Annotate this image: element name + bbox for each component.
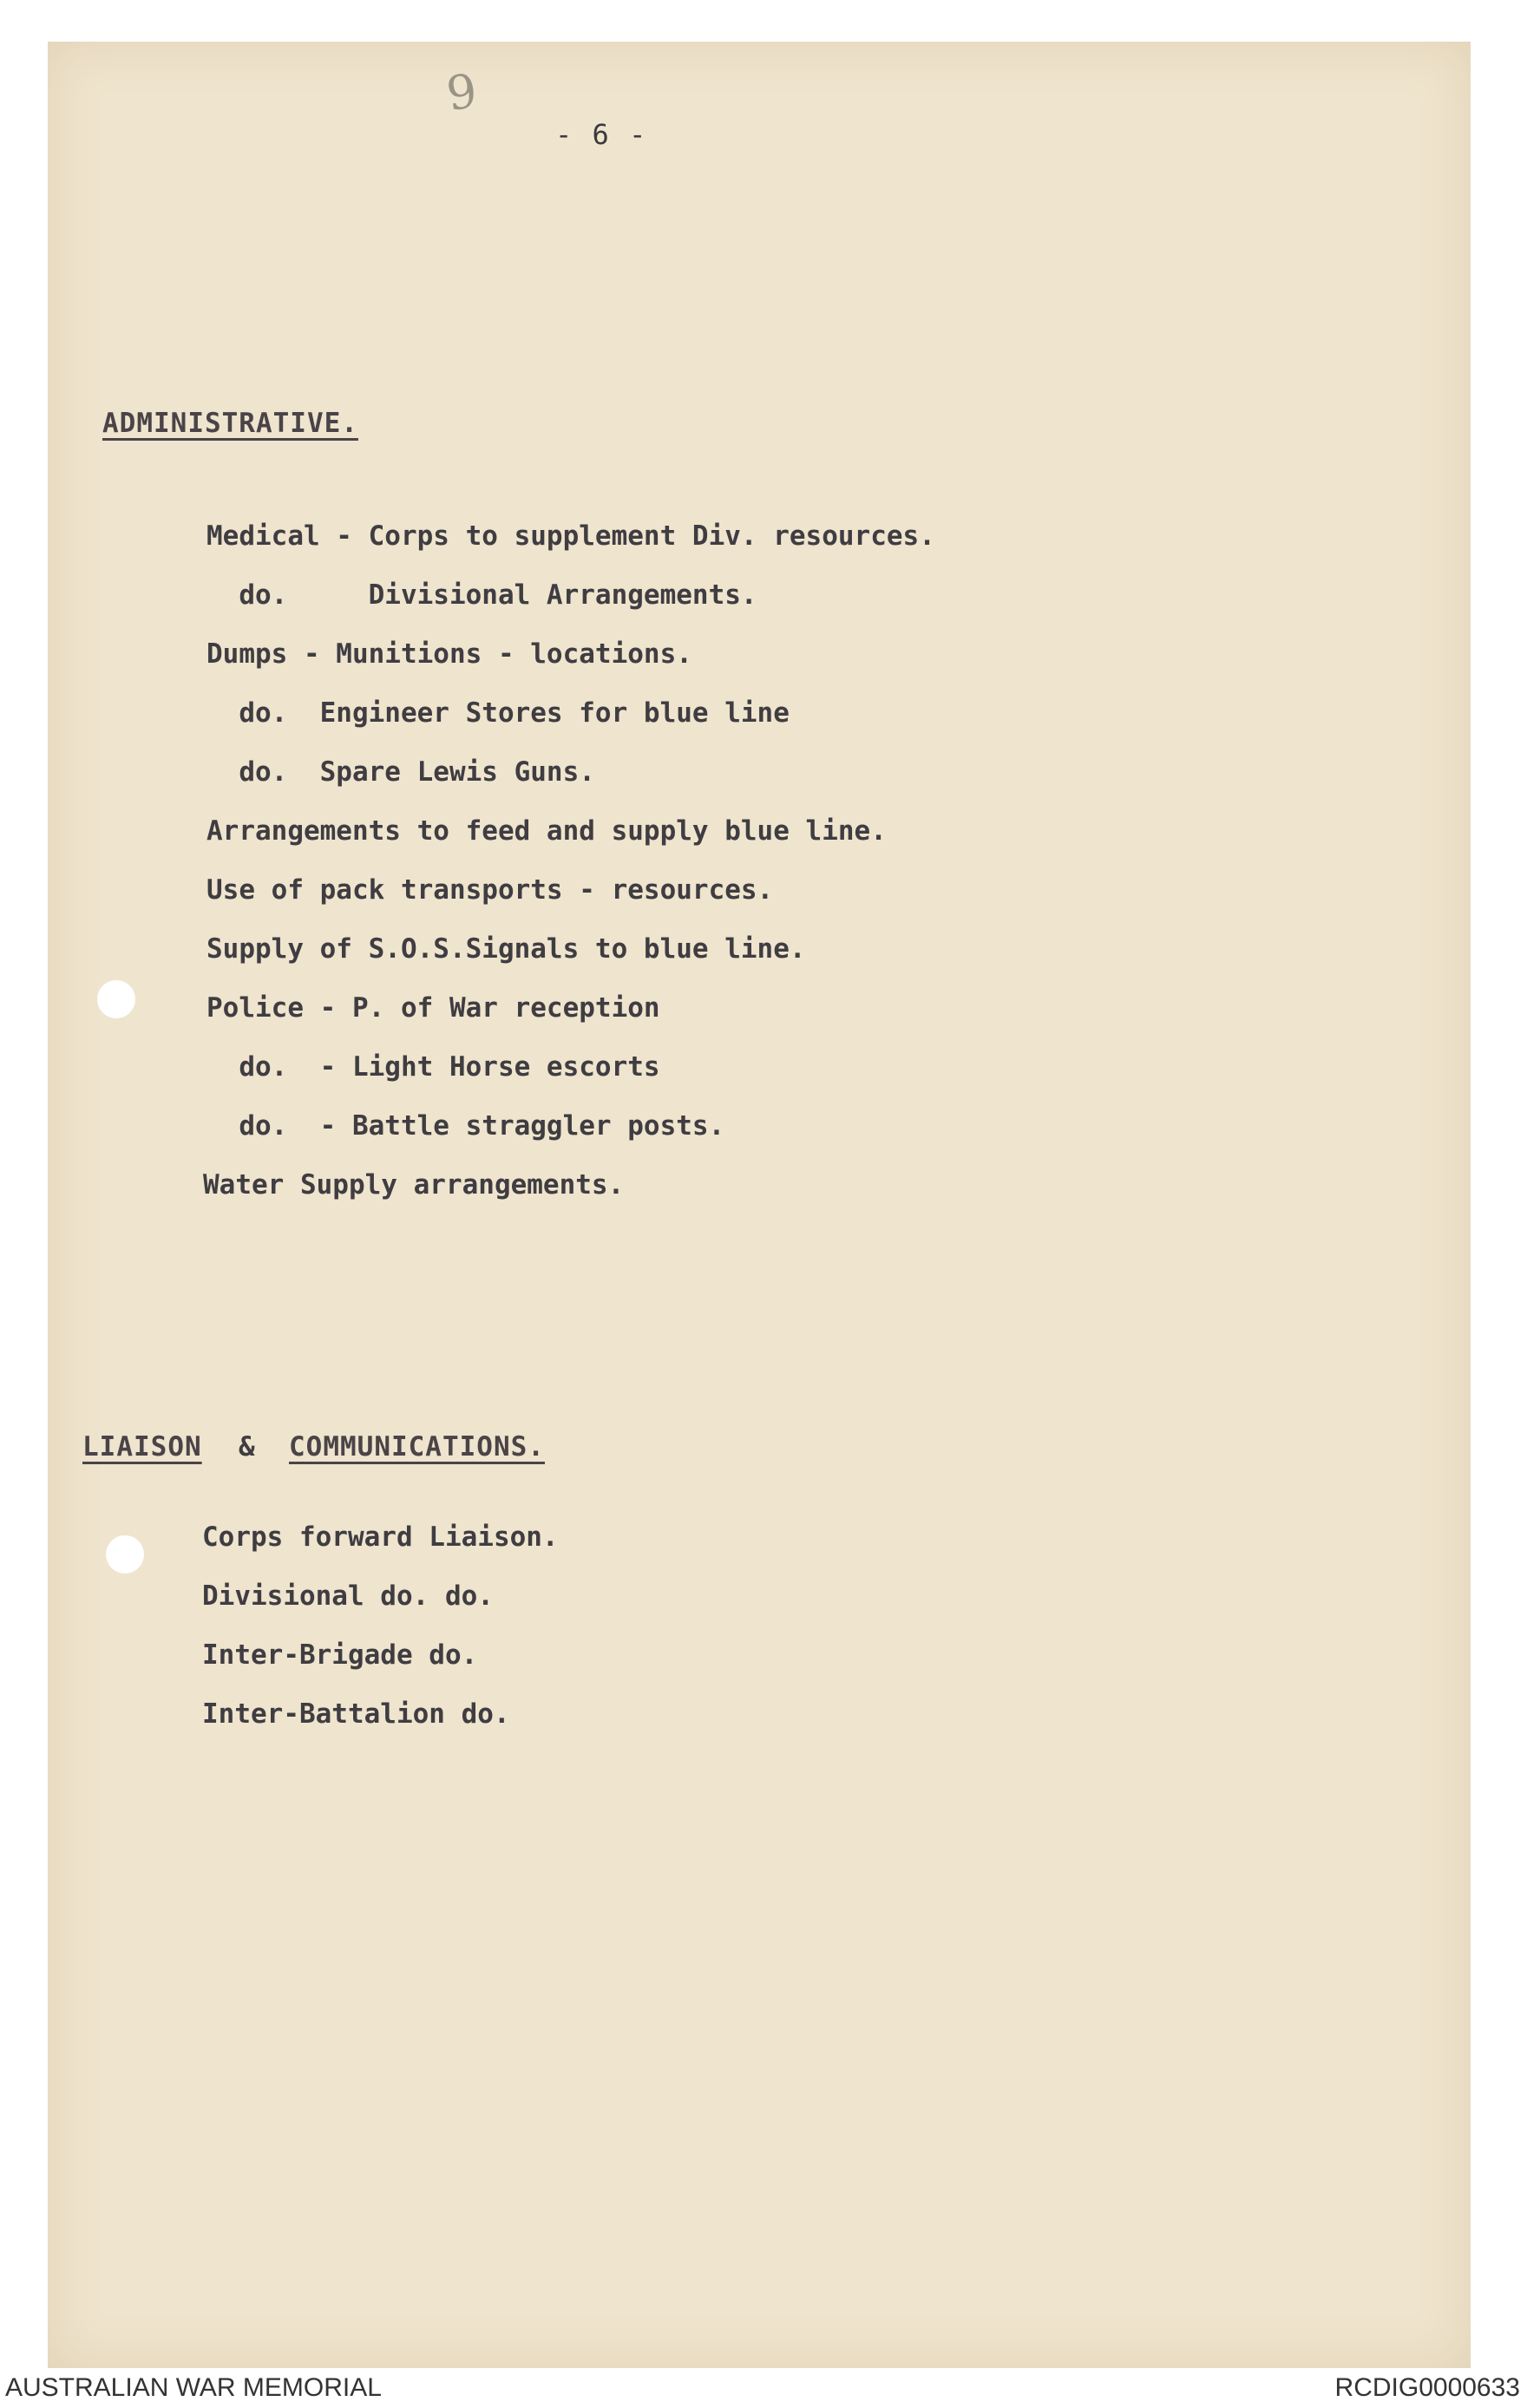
- liaison-line: Inter-Battalion do.: [202, 1698, 510, 1730]
- liaison-line: Inter-Brigade do.: [202, 1639, 478, 1671]
- admin-line: Use of pack transports - resources.: [206, 874, 774, 906]
- admin-line: do. Engineer Stores for blue line: [206, 697, 790, 729]
- section-heading-liaison: LIAISON: [82, 1431, 202, 1462]
- admin-line: Dumps - Munitions - locations.: [206, 638, 692, 670]
- admin-line: Water Supply arrangements.: [203, 1169, 625, 1201]
- admin-line: Arrangements to feed and supply blue line.: [206, 815, 887, 847]
- punch-hole: [97, 980, 135, 1018]
- admin-line: Medical - Corps to supplement Div. resources.: [206, 520, 935, 552]
- page-number: - 6 -: [555, 118, 648, 151]
- punch-hole: [106, 1535, 144, 1574]
- section-heading-administrative: ADMINISTRATIVE.: [102, 408, 358, 439]
- margin-mark: 9: [442, 62, 481, 122]
- admin-line: do. Divisional Arrangements.: [206, 579, 757, 611]
- document-page: [48, 42, 1471, 2368]
- admin-line: do. - Battle straggler posts.: [206, 1110, 725, 1142]
- admin-line: Police - P. of War reception: [206, 992, 660, 1024]
- admin-line: Supply of S.O.S.Signals to blue line.: [206, 933, 806, 965]
- heading-ampersand: &: [239, 1431, 255, 1462]
- footer-record-id: RCDIG0000633: [1334, 2373, 1520, 2402]
- admin-line: do. - Light Horse escorts: [206, 1051, 660, 1083]
- admin-line: do. Spare Lewis Guns.: [206, 756, 595, 788]
- liaison-line: Divisional do. do.: [202, 1580, 494, 1612]
- section-heading-communications: COMMUNICATIONS.: [289, 1431, 545, 1462]
- footer-archive-name: AUSTRALIAN WAR MEMORIAL: [5, 2373, 382, 2402]
- liaison-line: Corps forward Liaison.: [202, 1521, 559, 1553]
